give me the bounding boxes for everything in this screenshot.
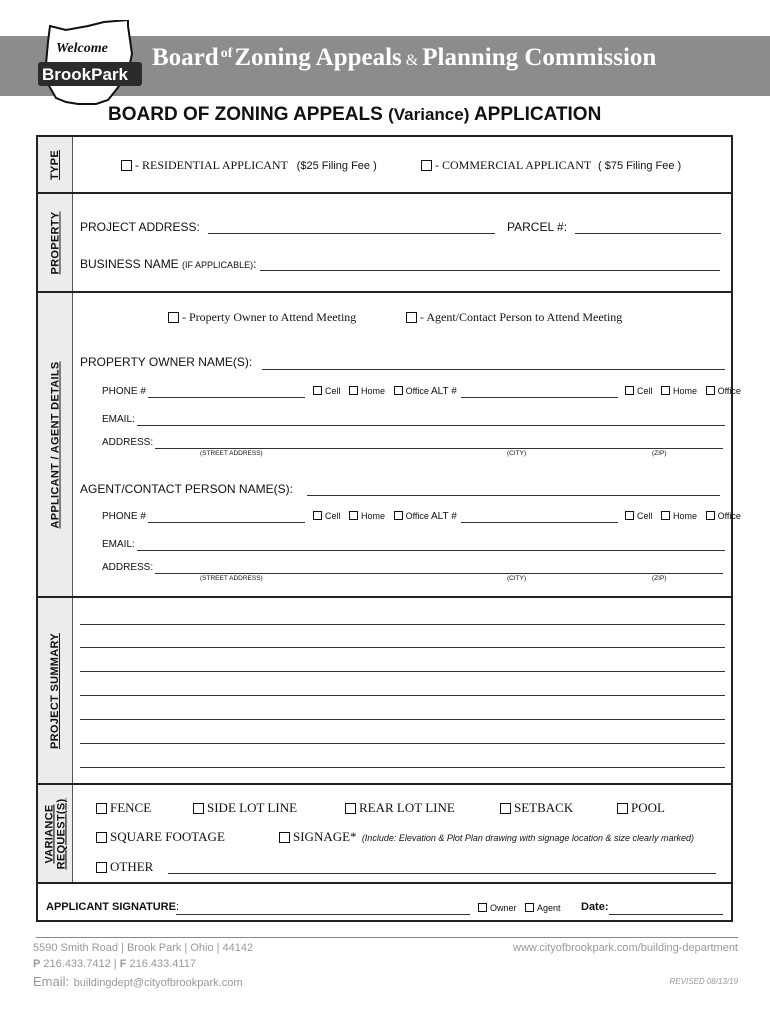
business-name-colon: : xyxy=(253,257,257,271)
square-footage-option[interactable] xyxy=(96,829,225,845)
owner-alt-home-checkbox[interactable] xyxy=(661,386,670,395)
logo-welcome: Welcome xyxy=(56,41,108,56)
header-title xyxy=(152,38,656,78)
other-label: OTHER xyxy=(110,859,154,874)
agent-office-label: Office xyxy=(405,511,429,521)
header-title-zoning: Zoning Appeals xyxy=(234,44,402,71)
commercial-checkbox[interactable] xyxy=(421,160,432,171)
owner-alt-type[interactable] xyxy=(625,386,741,396)
owner-phone-label: PHONE # xyxy=(102,386,146,397)
footer-website[interactable]: www.cityofbrookpark.com/building-department xyxy=(513,942,738,954)
header-title-of: of xyxy=(220,46,233,61)
residential-option[interactable] xyxy=(121,158,377,173)
agent-street-note: (STREET ADDRESS) xyxy=(200,575,263,582)
agent-phone-label: PHONE # xyxy=(102,511,146,522)
agent-address-field[interactable] xyxy=(155,573,723,574)
owner-name-label: PROPERTY OWNER NAME(S): xyxy=(80,355,253,369)
fence-label: FENCE xyxy=(110,800,152,815)
form-title xyxy=(108,104,601,126)
form-title-main: BOARD OF ZONING APPEALS xyxy=(108,104,383,125)
logo-brookpark: BrookPark xyxy=(42,65,128,84)
agent-alt-cell-label: Cell xyxy=(637,511,653,521)
summary-line-2[interactable] xyxy=(80,647,725,648)
setback-option[interactable] xyxy=(500,800,573,816)
agent-home-label: Home xyxy=(361,511,386,521)
applicant-section-label: APPLICANT / AGENT DETAILS xyxy=(49,361,61,529)
other-checkbox[interactable] xyxy=(96,862,107,873)
footer-revised: REVISED 08/13/19 xyxy=(669,977,738,986)
owner-zip-note: (ZIP) xyxy=(652,450,667,457)
owner-phone-field[interactable] xyxy=(148,397,305,398)
parcel-field[interactable] xyxy=(575,233,721,234)
agent-email-field[interactable] xyxy=(137,550,725,551)
business-name-text: BUSINESS NAME xyxy=(80,257,179,271)
business-name-field[interactable] xyxy=(260,270,720,271)
business-name-label xyxy=(80,257,256,271)
summary-line-6[interactable] xyxy=(80,743,725,744)
agent-attend-label: - Agent/Contact Person to Attend Meeting xyxy=(420,310,623,324)
type-section-label: TYPE xyxy=(49,150,61,180)
form-title-end: APPLICATION xyxy=(473,104,602,125)
pool-checkbox[interactable] xyxy=(617,803,628,814)
signature-label xyxy=(46,901,179,913)
footer-phone-p: P xyxy=(33,958,41,970)
variance-section-label xyxy=(43,798,67,869)
header-title-amp: & xyxy=(405,52,419,69)
agent-alt-cell-checkbox[interactable] xyxy=(625,511,634,520)
owner-attend-option[interactable] xyxy=(168,310,356,325)
agent-city-note: (CITY) xyxy=(507,575,527,582)
summary-line-1[interactable] xyxy=(80,624,725,625)
agent-alt-type[interactable] xyxy=(625,511,741,521)
fence-checkbox[interactable] xyxy=(96,803,107,814)
rear-lot-checkbox[interactable] xyxy=(345,803,356,814)
header-title-board: Board xyxy=(152,44,219,71)
owner-address-field[interactable] xyxy=(155,448,723,449)
project-address-label: PROJECT ADDRESS: xyxy=(80,220,200,234)
variance-label-line2: REQUEST(S) xyxy=(55,798,67,869)
side-lot-option[interactable] xyxy=(193,800,297,816)
agent-address-label: ADDRESS: xyxy=(102,562,154,573)
rear-lot-option[interactable] xyxy=(345,800,455,816)
signature-field[interactable] xyxy=(176,914,470,915)
footer-fax: 216.433.4117 xyxy=(129,958,196,970)
summary-line-5[interactable] xyxy=(80,719,725,720)
owner-street-note: (STREET ADDRESS) xyxy=(200,450,263,457)
owner-address-label: ADDRESS: xyxy=(102,437,154,448)
agent-alt-label: ALT # xyxy=(431,511,457,522)
agent-name-field[interactable] xyxy=(307,495,720,496)
owner-city-note: (CITY) xyxy=(507,450,527,457)
agent-role-label: Agent xyxy=(537,903,561,913)
footer-fax-f: F xyxy=(119,958,127,970)
footer-email-label: Email: xyxy=(33,974,70,989)
owner-name-field[interactable] xyxy=(262,369,725,370)
owner-email-label: EMAIL: xyxy=(102,414,135,425)
parcel-label: PARCEL #: xyxy=(507,220,568,234)
header-title-planning: Planning Commission xyxy=(422,44,657,71)
divider-property xyxy=(38,291,731,293)
commercial-fee: ( $75 Filing Fee ) xyxy=(598,160,682,172)
other-field[interactable] xyxy=(168,873,716,874)
variance-side xyxy=(38,785,73,882)
divider-summary xyxy=(38,783,731,785)
footer-rule xyxy=(36,937,738,938)
owner-alt-office-label: Office xyxy=(717,386,741,396)
residential-checkbox[interactable] xyxy=(121,160,132,171)
summary-line-4[interactable] xyxy=(80,695,725,696)
agent-alt-field[interactable] xyxy=(461,522,618,523)
signage-option[interactable] xyxy=(279,829,694,845)
property-section-label: PROPERTY xyxy=(49,211,62,275)
owner-office-label: Office xyxy=(405,386,429,396)
footer-phones xyxy=(33,958,196,970)
owner-alt-label: ALT # xyxy=(431,386,457,397)
agent-cell-checkbox[interactable] xyxy=(313,511,322,520)
date-label: Date: xyxy=(581,901,609,913)
footer-sep: | xyxy=(113,958,117,970)
footer-address: 5590 Smith Road | Brook Park | Ohio | 44142 xyxy=(33,942,254,954)
owner-role-checkbox[interactable] xyxy=(478,903,487,912)
signature-role[interactable] xyxy=(478,903,561,913)
agent-phone-type[interactable] xyxy=(313,511,429,521)
agent-role-checkbox[interactable] xyxy=(525,903,534,912)
residential-fee: ($25 Filing Fee ) xyxy=(296,160,377,172)
summary-line-7[interactable] xyxy=(80,767,725,768)
owner-role-label: Owner xyxy=(490,903,517,913)
agent-home-checkbox[interactable] xyxy=(349,511,358,520)
owner-cell-label: Cell xyxy=(325,386,341,396)
agent-office-checkbox[interactable] xyxy=(394,511,403,520)
signage-note: (Include: Elevation & Plot Plan drawing with signage location & size clearly marked) xyxy=(361,833,694,843)
setback-checkbox[interactable] xyxy=(500,803,511,814)
divider-variance xyxy=(38,882,731,884)
owner-email-field[interactable] xyxy=(137,425,725,426)
other-option[interactable] xyxy=(96,859,153,875)
agent-alt-office-checkbox[interactable] xyxy=(706,511,715,520)
square-footage-label: SQUARE FOOTAGE xyxy=(110,829,225,844)
agent-alt-home-label: Home xyxy=(673,511,698,521)
footer-email xyxy=(33,973,243,991)
brookpark-ohio-logo xyxy=(36,20,146,106)
square-footage-checkbox[interactable] xyxy=(96,832,107,843)
pool-option[interactable] xyxy=(617,800,665,816)
commercial-option[interactable] xyxy=(421,158,681,173)
setback-label: SETBACK xyxy=(514,800,574,815)
rear-lot-label: REAR LOT LINE xyxy=(359,800,455,815)
variance-label-line1: VARIANCE xyxy=(43,803,55,864)
fence-option[interactable] xyxy=(96,800,151,816)
owner-alt-cell-checkbox[interactable] xyxy=(625,386,634,395)
owner-office-checkbox[interactable] xyxy=(394,386,403,395)
agent-cell-label: Cell xyxy=(325,511,341,521)
agent-name-label: AGENT/CONTACT PERSON NAME(S): xyxy=(80,482,293,496)
form-title-sub: (Variance) xyxy=(388,105,470,124)
business-name-note: (IF APPLICABLE) xyxy=(182,260,254,270)
summary-line-3[interactable] xyxy=(80,671,725,672)
signature-label-colon: : xyxy=(175,901,180,913)
type-side xyxy=(38,137,73,193)
owner-attend-checkbox[interactable] xyxy=(168,312,179,323)
project-address-field[interactable] xyxy=(208,233,495,234)
owner-cell-checkbox[interactable] xyxy=(313,386,322,395)
summary-section-label: PROJECT SUMMARY xyxy=(49,633,61,749)
owner-home-checkbox[interactable] xyxy=(349,386,358,395)
date-field[interactable] xyxy=(609,914,723,915)
owner-phone-type[interactable] xyxy=(313,386,429,396)
summary-side xyxy=(38,598,73,784)
commercial-label: - COMMERCIAL APPLICANT xyxy=(435,158,592,172)
owner-alt-field[interactable] xyxy=(461,397,618,398)
agent-attend-checkbox[interactable] xyxy=(406,312,417,323)
agent-zip-note: (ZIP) xyxy=(652,575,667,582)
footer-phone: 216.433.7412 xyxy=(43,958,111,970)
owner-attend-label: - Property Owner to Attend Meeting xyxy=(182,310,357,324)
signage-checkbox[interactable] xyxy=(279,832,290,843)
owner-alt-cell-label: Cell xyxy=(637,386,653,396)
owner-home-label: Home xyxy=(361,386,386,396)
pool-label: POOL xyxy=(631,800,665,815)
divider-type xyxy=(38,192,731,194)
agent-alt-office-label: Office xyxy=(717,511,741,521)
signage-label: SIGNAGE* xyxy=(293,829,357,844)
divider-applicant xyxy=(38,596,731,598)
applicant-side xyxy=(38,293,73,597)
side-lot-checkbox[interactable] xyxy=(193,803,204,814)
owner-alt-office-checkbox[interactable] xyxy=(706,386,715,395)
agent-phone-field[interactable] xyxy=(148,522,305,523)
signature-label-text: APPLICANT SIGNATURE xyxy=(46,901,176,913)
agent-email-label: EMAIL: xyxy=(102,539,135,550)
agent-alt-home-checkbox[interactable] xyxy=(661,511,670,520)
footer-email-value[interactable]: buildingdept@cityofbrookpark.com xyxy=(73,977,243,989)
residential-label: - RESIDENTIAL APPLICANT xyxy=(135,158,288,172)
side-lot-label: SIDE LOT LINE xyxy=(207,800,298,815)
owner-alt-home-label: Home xyxy=(673,386,698,396)
agent-attend-option[interactable] xyxy=(406,310,622,325)
property-side xyxy=(38,194,73,292)
